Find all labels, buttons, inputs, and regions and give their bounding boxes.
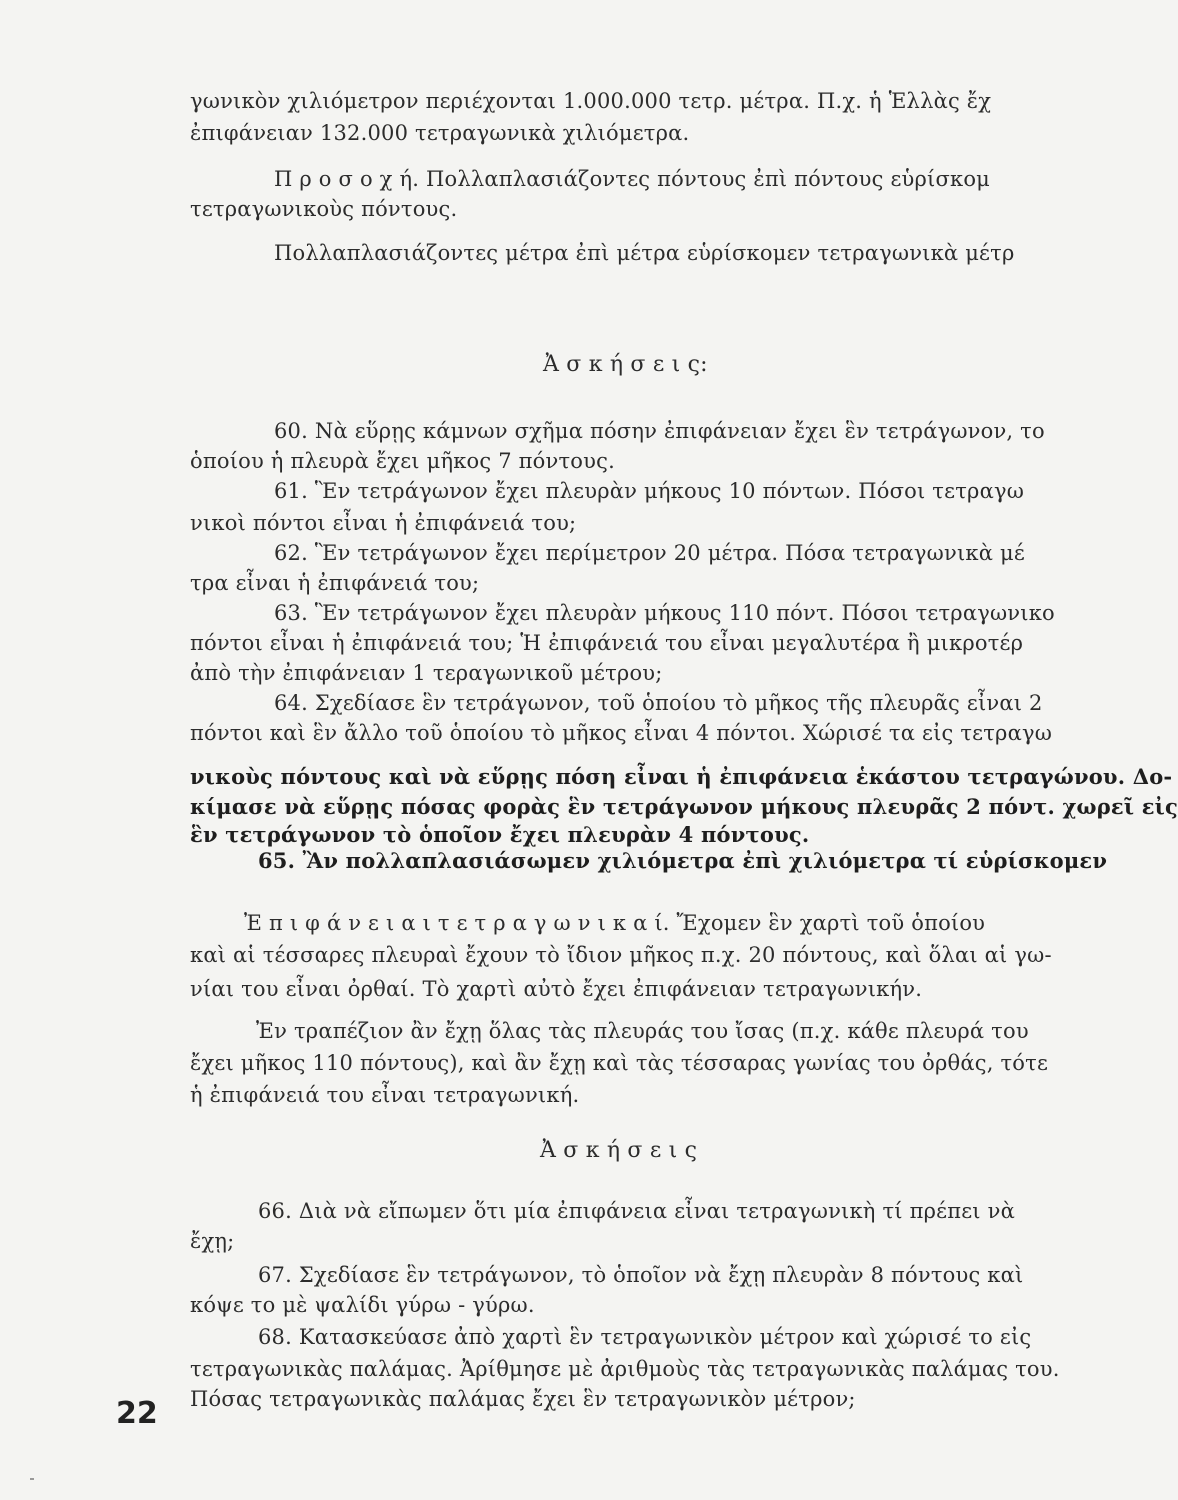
exercise-line: 61. Ἓν τετράγωνον ἔχει πλευρὰν μήκους 10 πόντων. Πόσοι τετραγω	[274, 479, 1025, 503]
section-heading: Ἀ σ κ ή σ ε ι ς:	[543, 352, 708, 377]
exercise-line: ἔχῃ;	[190, 1229, 235, 1253]
exercise-line: 60. Νὰ εὕρῃς κάμνων σχῆμα πόσην ἐπιφάνειαν ἔχει ἓν τετράγωνον, το	[274, 419, 1045, 443]
exercise-line: τετραγωνικὰς παλάμας. Ἀρίθμησε μὲ ἀριθμοὺς τὰς τετραγωνικὰς παλάμας του.	[190, 1357, 1060, 1381]
exercise-line: νικοὺς πόντους καὶ νὰ εὕρῃς πόση εἶναι ἡ ἐπιφάνεια ἑκάστου τετραγώνου. Δο-	[190, 764, 1173, 789]
exercise-line: ἓν τετράγωνον τὸ ὁποῖον ἔχει πλευρὰν 4 πόντους.	[190, 822, 810, 847]
exercise-line: 62. Ἓν τετράγωνον ἔχει περίμετρον 20 μέτρα. Πόσα τετραγωνικὰ μέ	[274, 541, 1025, 565]
text-line: Ἐ π ι φ ά ν ε ι α ι τ ε τ ρ α γ ω ν ι κ α ί. Ἔχομεν ἓν χαρτὶ τοῦ ὁποίου	[244, 911, 986, 935]
exercise-line: πόντοι καὶ ἓν ἄλλο τοῦ ὁποίου τὸ μῆκος εἶναι 4 πόντοι. Χώρισέ τα εἰς τετραγω	[190, 721, 1053, 745]
section-heading: Ἀ σ κ ή σ ε ι ς	[540, 1138, 698, 1163]
exercise-line: νικοὶ πόντοι εἶναι ἡ ἐπιφάνειά του;	[190, 511, 577, 535]
scan-speck	[30, 1478, 34, 1480]
text-line: Π ρ ο σ ο χ ή. Πολλαπλασιάζοντες πόντους ἐπὶ πόντους εὑρίσκομ	[274, 167, 991, 191]
exercise-line: 67. Σχεδίασε ἓν τετράγωνον, τὸ ὁποῖον νὰ ἔχῃ πλευρὰν 8 πόντους καὶ	[258, 1263, 1024, 1287]
text-line: γωνικὸν χιλιόμετρον περιέχονται 1.000.000 τετρ. μέτρα. Π.χ. ἡ Ἑλλὰς ἔχ	[190, 89, 992, 113]
text-line: τετραγωνικοὺς πόντους.	[190, 197, 458, 221]
text-line: νίαι του εἶναι ὀρθαί. Τὸ χαρτὶ αὐτὸ ἔχει ἐπιφάνειαν τετραγωνικήν.	[190, 977, 923, 1001]
text-line: καὶ αἱ τέσσαρες πλευραὶ ἔχουν τὸ ἴδιον μῆκος π.χ. 20 πόντους, καὶ ὅλαι αἱ γω-	[190, 943, 1052, 967]
exercise-line: 64. Σχεδίασε ἓν τετράγωνον, τοῦ ὁποίου τὸ μῆκος τῆς πλευρᾶς εἶναι 2	[274, 691, 1043, 715]
exercise-line: ἀπὸ τὴν ἐπιφάνειαν 1 τεραγωνικοῦ μέτρου;	[190, 661, 663, 685]
exercise-line: 68. Κατασκεύασε ἀπὸ χαρτὶ ἓν τετραγωνικὸν μέτρον καὶ χώρισέ το εἰς	[258, 1325, 1032, 1349]
exercise-line: 65. Ἂν πολλαπλασιάσωμεν χιλιόμετρα ἐπὶ χιλιόμετρα τί εὑρίσκομεν	[258, 848, 1108, 873]
text-line: ἐπιφάνειαν 132.000 τετραγωνικὰ χιλιόμετρα.	[190, 121, 690, 145]
exercise-line: τρα εἶναι ἡ ἐπιφάνειά του;	[190, 571, 480, 595]
text-line: Πολλαπλασιάζοντες μέτρα ἐπὶ μέτρα εὑρίσκομεν τετραγωνικὰ μέτρ	[274, 241, 1015, 265]
text-line: ἔχει μῆκος 110 πόντους), καὶ ἂν ἔχῃ καὶ τὰς τέσσαρας γωνίας του ὀρθάς, τότε	[190, 1051, 1049, 1075]
exercise-line: κόψε το μὲ ψαλίδι γύρω - γύρω.	[190, 1293, 535, 1317]
text-line: ἡ ἐπιφάνειά του εἶναι τετραγωνική.	[190, 1083, 580, 1107]
exercise-line: πόντοι εἶναι ἡ ἐπιφάνειά του; Ἡ ἐπιφάνειά του εἶναι μεγαλυτέρα ἢ μικροτέρ	[190, 631, 1024, 655]
page-number: 22	[116, 1396, 158, 1431]
exercise-line: ὁποίου ἡ πλευρὰ ἔχει μῆκος 7 πόντους.	[190, 449, 615, 473]
exercise-line: 63. Ἓν τετράγωνον ἔχει πλευρὰν μήκους 110 πόντ. Πόσοι τετραγωνικο	[274, 601, 1055, 625]
exercise-line: κίμασε νὰ εὕρῃς πόσας φορὰς ἓν τετράγωνον μήκους πλευρᾶς 2 πόντ. χωρεῖ εἰς	[190, 794, 1178, 819]
text-line: Ἐν τραπέζιον ἂν ἔχῃ ὅλας τὰς πλευράς του ἴσας (π.χ. κάθε πλευρά του	[256, 1019, 1029, 1043]
exercise-line: Πόσας τετραγωνικὰς παλάμας ἔχει ἓν τετραγωνικὸν μέτρον;	[190, 1387, 856, 1411]
exercise-line: 66. Διὰ νὰ εἴπωμεν ὅτι μία ἐπιφάνεια εἶναι τετραγωνικὴ τί πρέπει νὰ	[258, 1199, 1015, 1223]
